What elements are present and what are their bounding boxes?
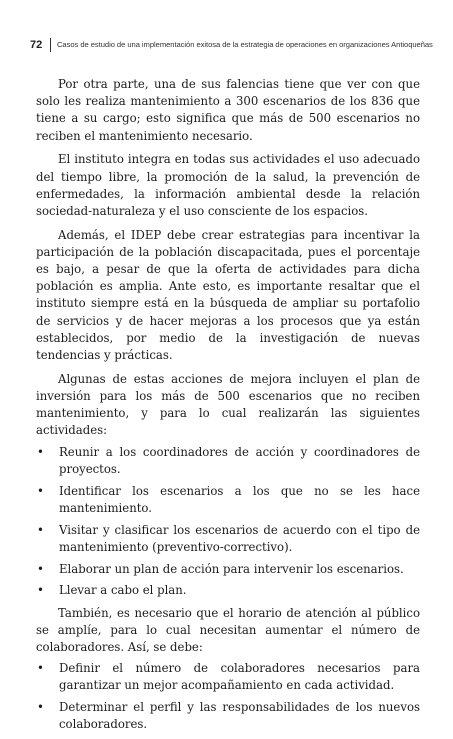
list-item-text: Definir el número de colaboradores necesarios para garantizar un mejor acompañamiento en cada actividad. [59,661,420,693]
page-number: 72 [30,39,43,51]
paragraph: También, es necesario que el horario de atención al público se amplíe, para lo cual necesitan aumentar el número de colaboradores. Así, se debe: [36,605,420,654]
list-item [36,444,420,478]
list-item [36,522,420,556]
list-item [36,582,420,599]
bullet-icon: • [37,522,44,537]
list-item-text: Visitar y clasificar los escenarios de acuerdo con el tipo de mantenimiento (preventivo-correctivo). [59,522,420,554]
paragraph: Además, el IDEP debe crear estrategias para incentivar la participación de la población discapacitada, pues el porcentaje es bajo, a pesar de que la oferta de actividades para dicha población es amplia. Ante esto, es importante resaltar que el instituto siempre está en la búsqueda de ampliar su portafolio de servicios y de hacer mejoras a los procesos que ya están establecidos, por medio de la investigación de nuevas tendencias y prácticas. [36,227,420,363]
paragraph: Por otra parte, una de sus falencias tiene que ver con que solo les realiza mantenimiento a 300 escenarios de los 836 que tiene a su cargo; esto significa que más de 500 escenarios no reciben el mantenimiento necesario. [36,77,420,143]
activity-list [36,444,420,600]
list-item-text: Llevar a cabo el plan. [59,583,187,598]
paragraph: El instituto integra en todas sus actividades el uso adecuado del tiempo libre, la promoción de la salud, la prevención de enfermedades, la información ambiental desde la relación sociedad-naturaleza y el uso consciente de los espacios. [36,152,420,218]
body-text [36,76,420,739]
bullet-icon: • [37,444,44,459]
running-header [30,38,433,52]
list-item-text: Identificar los escenarios a los que no se les hace mantenimiento. [59,483,420,515]
paragraph: Algunas de estas acciones de mejora incluyen el plan de inversión para los más de 500 escenarios que no reciben mantenimiento, y para lo cual realizarán las siguientes actividades: [36,371,420,438]
list-item [36,483,420,517]
list-item [36,561,420,578]
list-item [36,660,420,694]
list-item [36,699,420,733]
bullet-icon: • [37,661,44,676]
running-title: Casos de estudio de una implementación exitosa de la estrategia de operaciones en organizaciones Antioqueñas [57,40,433,49]
requirements-list [36,660,420,733]
bullet-icon: • [37,583,44,598]
list-item-text: Elaborar un plan de acción para intervenir los escenarios. [59,561,404,576]
list-item-text: Reunir a los coordinadores de acción y coordinadores de proyectos. [59,444,420,476]
list-item-text: Determinar el perfil y las responsabilidades de los nuevos colaboradores. [59,700,420,732]
header-divider [50,38,51,52]
bullet-icon: • [37,561,44,576]
bullet-icon: • [37,483,44,498]
bullet-icon: • [37,700,44,715]
